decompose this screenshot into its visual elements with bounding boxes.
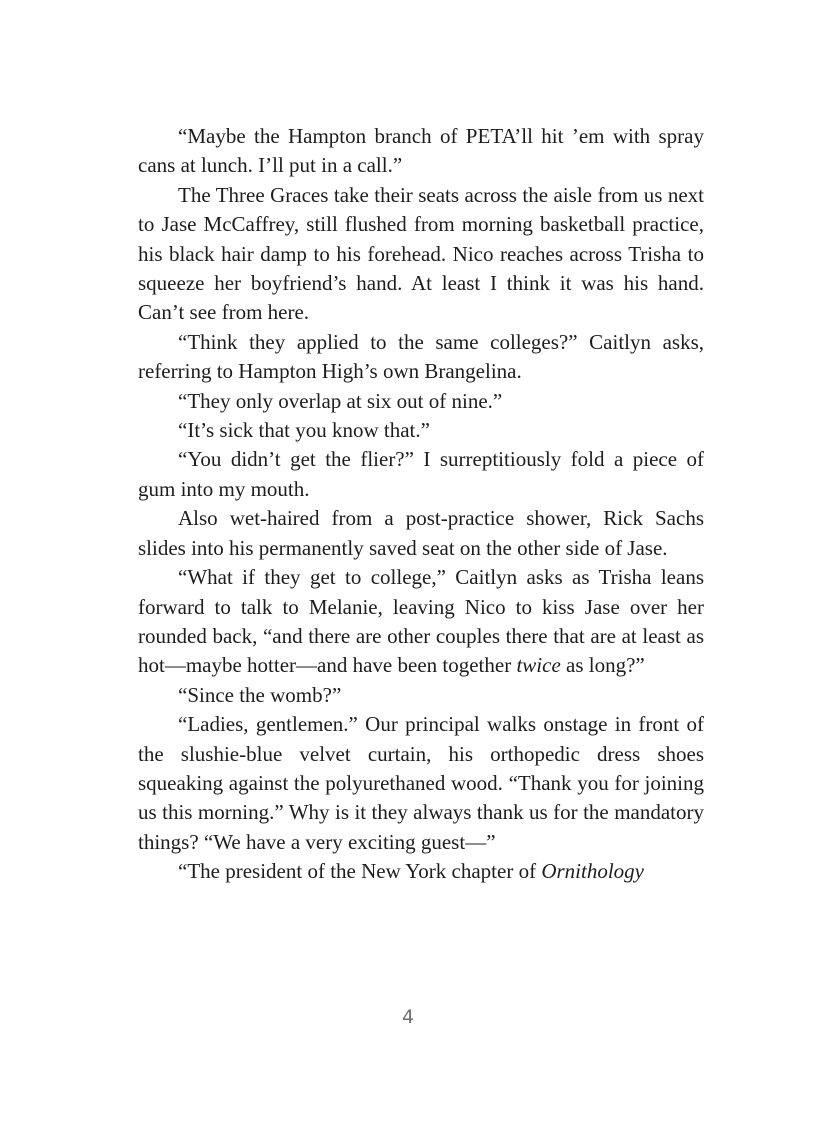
paragraph: Also wet-haired from a post-practice shower, Rick Sachs slides into his permanently saved seat on the other side of Jase.	[138, 506, 704, 560]
paragraph: “They only overlap at six out of nine.”	[178, 388, 503, 413]
paragraph: “Maybe the Hampton branch of PETA’ll hit ’em with spray cans at lunch. I’ll put in a call.”	[138, 124, 704, 178]
italic-emphasis: Ornithology	[541, 859, 644, 884]
paragraph-text: “The president of the New York chapter of	[178, 859, 542, 884]
paragraph	[138, 563, 704, 681]
paragraph-text: as long?”	[560, 653, 645, 678]
paragraph-text: “What if they get to college,” Caitlyn asks as Trisha leans forward to talk to Melanie, leaving Nico to kiss Jase over her rounded back, “and there are other couples there that are at least as hot—maybe hotter—and have been together	[138, 565, 704, 678]
paragraph: The Three Graces take their seats across the aisle from us next to Jase McCaffrey, still flushed from morning basketball practice, his black hair damp to his forehead. Nico reaches across Trisha to squeeze her boyfriend’s hand. At least I think it was his hand. Can’t see from here.	[138, 182, 704, 325]
italic-emphasis: twice	[516, 653, 561, 678]
paragraph: “Since the womb?”	[178, 682, 342, 707]
paragraph	[138, 857, 704, 886]
paragraph: “Ladies, gentlemen.” Our principal walks onstage in front of the slushie-blue velvet curtain, his orthopedic dress shoes squeaking against the polyurethaned wood. “Thank you for joining us this morning.” Why is it they always thank us for the mandatory things? “We have a very exciting guest—”	[138, 712, 704, 854]
paragraph: “You didn’t get the flier?” I surreptitiously fold a piece of gum into my mouth.	[138, 447, 704, 501]
paragraph: “It’s sick that you know that.”	[178, 418, 430, 443]
body-text	[138, 122, 704, 887]
paragraph: “Think they applied to the same colleges?” Caitlyn asks, referring to Hampton High’s own Brangelina.	[138, 329, 704, 384]
page-number: 4	[401, 1006, 415, 1028]
